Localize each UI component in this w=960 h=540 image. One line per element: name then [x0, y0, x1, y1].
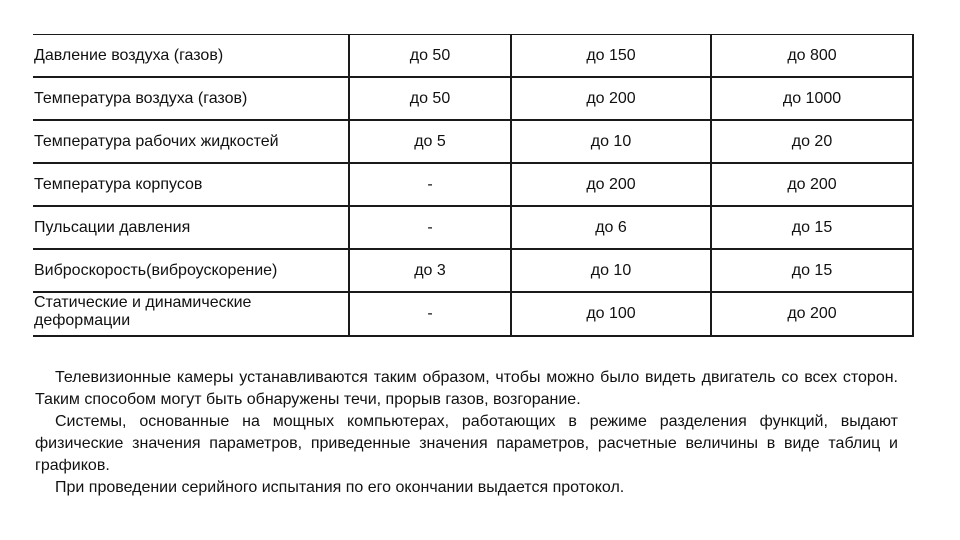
description-text: [35, 367, 898, 499]
value-cell: до 800: [711, 35, 913, 78]
table-row: [33, 77, 913, 120]
value-cell: до 200: [511, 163, 711, 206]
table-row: [33, 163, 913, 206]
paragraph: При проведении серийного испытания по его окончании выдается протокол.: [55, 479, 625, 496]
parameter-name-cell: Виброскорость(виброускорение): [33, 249, 349, 292]
parameter-name-cell: Пульсации давления: [33, 206, 349, 249]
parameter-name-cell: Давление воздуха (газов): [33, 35, 349, 78]
value-cell: до 3: [349, 249, 511, 292]
paragraph: Телевизионные камеры устанавливаются таким образом, чтобы можно было видеть двигатель со всех сторон. Таким способом могут быть обнаружены течи, прорыв газов, возгорание.: [35, 369, 898, 408]
value-cell: до 150: [511, 35, 711, 78]
value-cell: до 200: [511, 77, 711, 120]
parameter-name-cell: Статические и динамические деформации: [33, 292, 349, 336]
value-cell: до 100: [511, 292, 711, 336]
parameter-name-cell: Температура рабочих жидкостей: [33, 120, 349, 163]
parameters-table: [33, 34, 914, 337]
value-cell: до 15: [711, 249, 913, 292]
paragraph: Системы, основанные на мощных компьютерах, работающих в режиме разделения функций, выдают физические значения параметров, приведенные значения параметров, расчетные величины в виде таблиц и графиков.: [35, 413, 898, 474]
value-cell: до 15: [711, 206, 913, 249]
value-cell: до 50: [349, 77, 511, 120]
value-cell: -: [349, 206, 511, 249]
table-row: [33, 35, 913, 78]
value-cell: до 5: [349, 120, 511, 163]
value-cell: до 10: [511, 249, 711, 292]
value-cell: до 6: [511, 206, 711, 249]
table-row: [33, 206, 913, 249]
value-cell: -: [349, 163, 511, 206]
value-cell: до 200: [711, 163, 913, 206]
value-cell: до 20: [711, 120, 913, 163]
value-cell: до 10: [511, 120, 711, 163]
value-cell: до 200: [711, 292, 913, 336]
value-cell: до 1000: [711, 77, 913, 120]
parameter-name-cell: Температура корпусов: [33, 163, 349, 206]
parameter-name-cell: Температура воздуха (газов): [33, 77, 349, 120]
table-row: [33, 292, 913, 336]
table-row: [33, 120, 913, 163]
table-row: [33, 249, 913, 292]
value-cell: до 50: [349, 35, 511, 78]
value-cell: -: [349, 292, 511, 336]
